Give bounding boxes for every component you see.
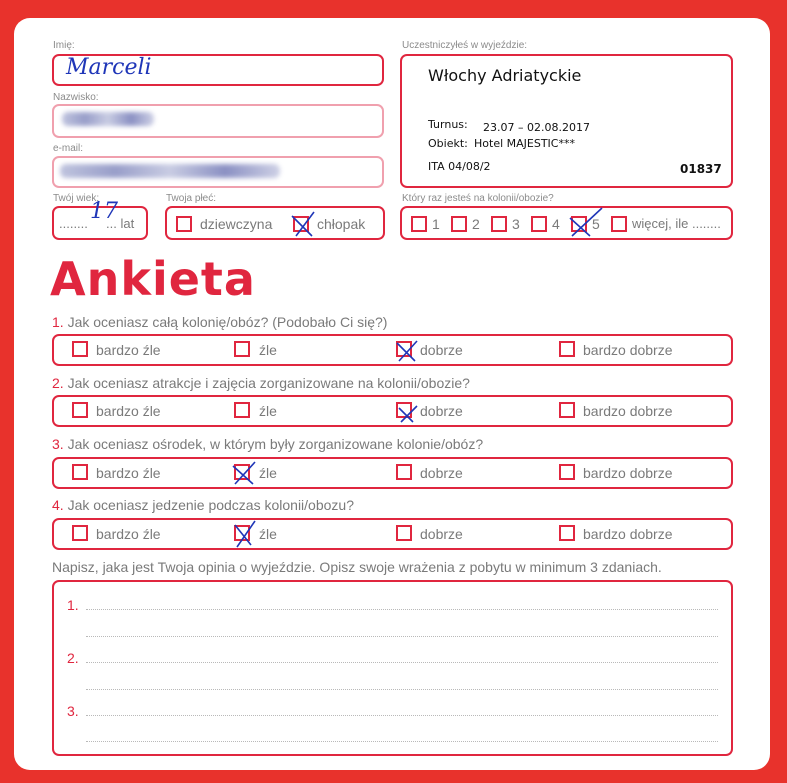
times-checkbox-2[interactable] (451, 216, 467, 232)
check-mark-icon (391, 396, 421, 426)
redacted-email (60, 164, 280, 178)
gender-checkbox-boy[interactable] (293, 216, 309, 232)
q3-checkbox-very-bad[interactable] (72, 464, 88, 480)
q2-checkbox-bad[interactable] (234, 402, 250, 418)
q4-checkbox-very-bad[interactable] (72, 525, 88, 541)
times-option-more: więcej, ile ........ (632, 216, 721, 231)
obiekt-label: Obiekt: (428, 137, 468, 150)
q2-checkbox-good[interactable] (396, 402, 412, 418)
q4-option-very-bad: bardzo źle (96, 526, 161, 542)
q2-option-good: dobrze (420, 403, 463, 419)
question-number: 3. (52, 436, 64, 452)
q3-checkbox-bad[interactable] (234, 464, 250, 480)
obiekt-value: Hotel MAJESTIC*** (474, 137, 575, 150)
q4-checkbox-bad[interactable] (234, 525, 250, 541)
times-option-3: 3 (512, 216, 520, 232)
times-checkbox-5[interactable] (571, 216, 587, 232)
q3-option-very-bad: bardzo źle (96, 465, 161, 481)
q4-checkbox-very-good[interactable] (559, 525, 575, 541)
trip-code: ITA 04/08/2 (428, 160, 491, 173)
age-dots: ........ (59, 216, 88, 231)
turnus-label: Turnus: (428, 118, 468, 131)
q3-checkbox-very-good[interactable] (559, 464, 575, 480)
times-option-2: 2 (472, 216, 480, 232)
writing-line (86, 662, 718, 663)
question-text: Jak oceniasz ośrodek, w którym były zorganizowane kolonie/obóz? (67, 436, 484, 452)
q2-option-very-good: bardzo dobrze (583, 403, 673, 419)
question-number: 4. (52, 497, 64, 513)
question-number: 2. (52, 375, 64, 391)
times-checkbox-more[interactable] (611, 216, 627, 232)
trip-label: Uczestniczyłeś w wyjeździe: (402, 40, 528, 51)
gender-option-girl: dziewczyna (200, 216, 273, 232)
q4-option-good: dobrze (420, 526, 463, 542)
gender-option-boy: chłopak (317, 216, 366, 232)
q4-option-bad: źle (259, 526, 277, 542)
opinion-line-number-3: 3. (67, 703, 79, 719)
question-text: Jak oceniasz atrakcje i zajęcia zorganizowane na kolonii/obozie? (67, 375, 470, 391)
q4-checkbox-good[interactable] (396, 525, 412, 541)
check-mark-icon (229, 519, 259, 549)
writing-line (86, 715, 718, 716)
opinion-line-number-1: 1. (67, 597, 79, 613)
times-option-1: 1 (432, 216, 440, 232)
q1-checkbox-bad[interactable] (234, 341, 250, 357)
q1-option-very-bad: bardzo źle (96, 342, 161, 358)
writing-line (86, 689, 718, 690)
q1-option-very-good: bardzo dobrze (583, 342, 673, 358)
question-1 (52, 314, 387, 330)
check-mark-icon (229, 458, 259, 488)
check-mark-icon (391, 335, 421, 365)
question-number: 1. (52, 314, 64, 330)
times-checkbox-3[interactable] (491, 216, 507, 232)
age-value: 17 (90, 199, 118, 224)
q1-checkbox-very-good[interactable] (559, 341, 575, 357)
q3-option-good: dobrze (420, 465, 463, 481)
q3-checkbox-good[interactable] (396, 464, 412, 480)
opinion-textarea[interactable] (52, 580, 733, 756)
writing-line (86, 741, 718, 742)
survey-title: Ankieta (50, 252, 256, 306)
first-name-label: Imię: (53, 40, 75, 51)
turnus-value: 23.07 – 02.08.2017 (483, 121, 590, 134)
q1-checkbox-very-bad[interactable] (72, 341, 88, 357)
times-checkbox-4[interactable] (531, 216, 547, 232)
question-text: Jak oceniasz całą kolonię/obóz? (Podobało Ci się?) (67, 314, 388, 330)
opinion-prompt: Napisz, jaka jest Twoja opinia o wyjeździe. Opisz swoje wrażenia z pobytu w minimum 3 zdaniach. (52, 559, 662, 575)
q2-checkbox-very-good[interactable] (559, 402, 575, 418)
email-label: e-mail: (53, 143, 84, 154)
opinion-line-number-2: 2. (67, 650, 79, 666)
question-2 (52, 375, 470, 391)
times-checkbox-1[interactable] (411, 216, 427, 232)
writing-line (86, 636, 718, 637)
check-mark-icon (288, 210, 318, 240)
times-label: Który raz jesteś na kolonii/obozie? (402, 193, 554, 204)
trip-destination: Włochy Adriatyckie (428, 66, 582, 85)
first-name-value: Marceli (66, 55, 152, 80)
q2-option-very-bad: bardzo źle (96, 403, 161, 419)
question-4 (52, 497, 354, 513)
q1-option-good: dobrze (420, 342, 463, 358)
q1-checkbox-good[interactable] (396, 341, 412, 357)
redacted-last-name (62, 112, 154, 126)
question-text: Jak oceniasz jedzenie podczas kolonii/obozu? (67, 497, 354, 513)
q1-option-bad: źle (259, 342, 277, 358)
q2-option-bad: źle (259, 403, 277, 419)
q2-checkbox-very-bad[interactable] (72, 402, 88, 418)
question-3 (52, 436, 483, 452)
gender-label: Twoja płeć: (166, 193, 217, 204)
trip-number: 01837 (680, 162, 722, 176)
last-name-label: Nazwisko: (53, 92, 99, 103)
writing-line (86, 609, 718, 610)
times-option-5: 5 (592, 216, 600, 232)
age-unit: ... lat (106, 216, 135, 231)
gender-checkbox-girl[interactable] (176, 216, 192, 232)
q3-option-very-good: bardzo dobrze (583, 465, 673, 481)
times-option-4: 4 (552, 216, 560, 232)
age-label: Twój wiek: (53, 193, 100, 204)
q3-option-bad: źle (259, 465, 277, 481)
q4-option-very-good: bardzo dobrze (583, 526, 673, 542)
